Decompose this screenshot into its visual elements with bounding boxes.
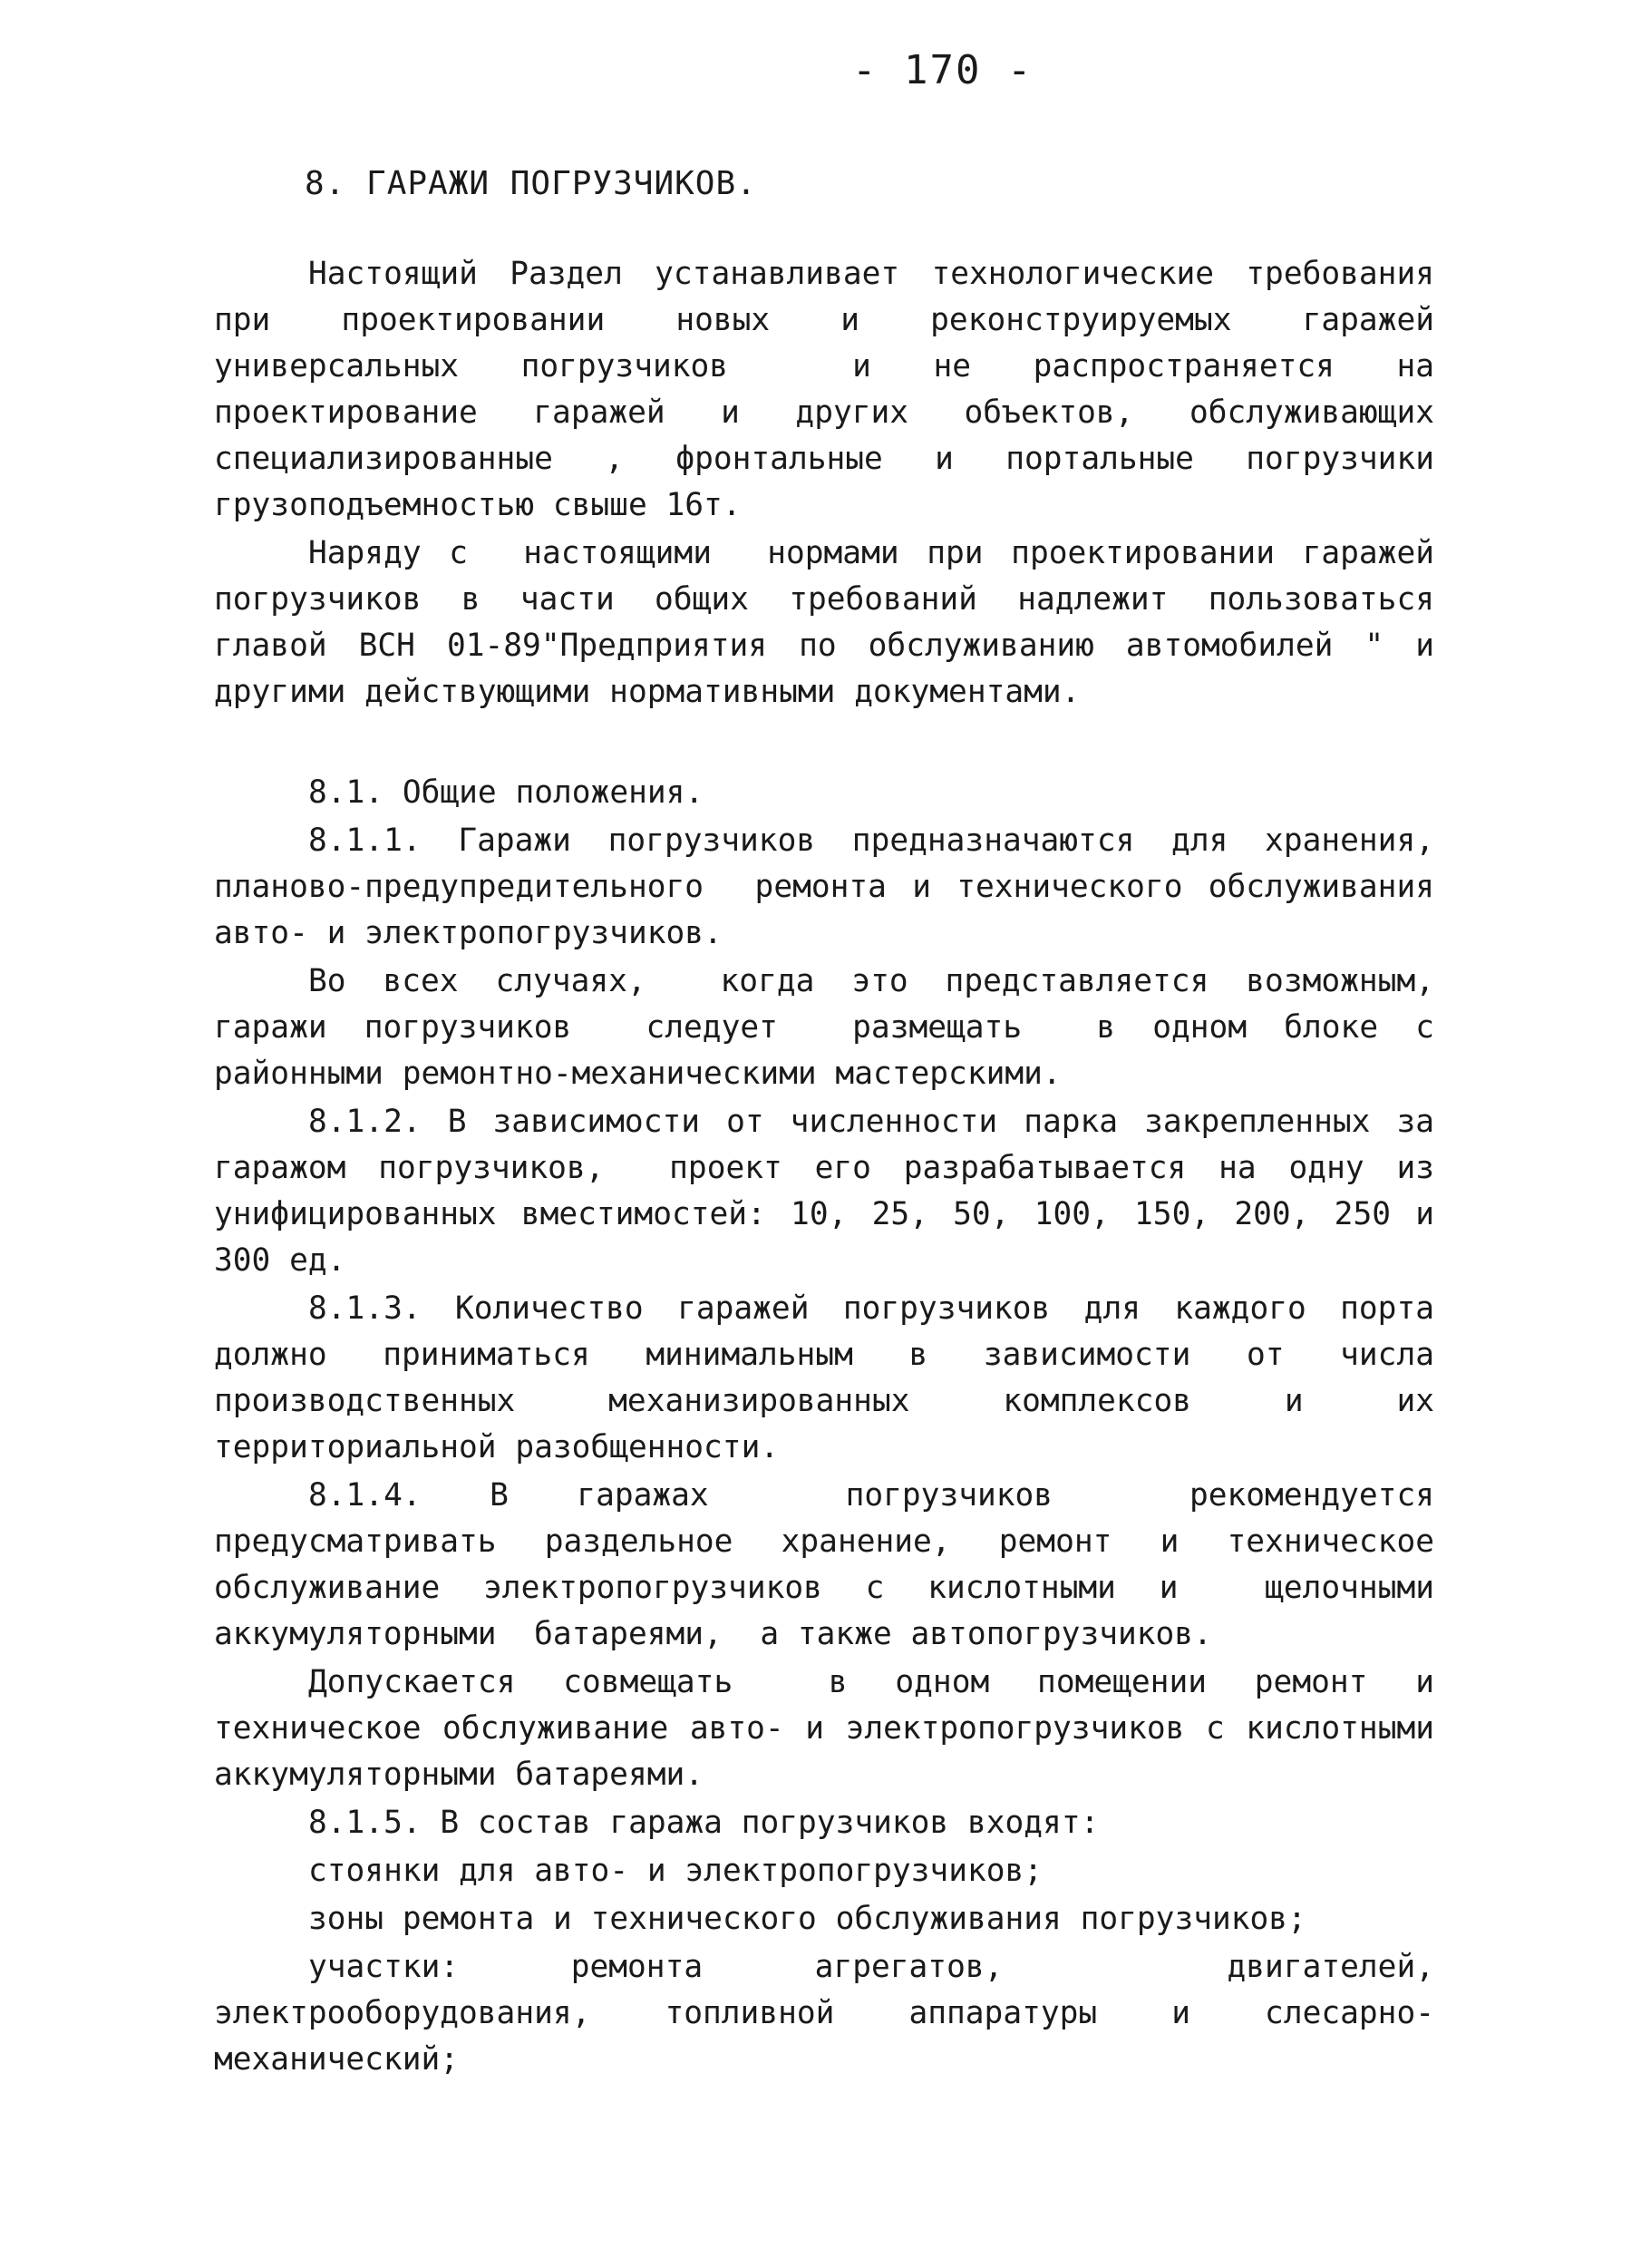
list-item: участки: ремонта агрегатов, двигателей, электрооборудования, топливной аппаратуры и слесарно-механический; — [214, 1949, 1453, 2078]
paragraph: Допускается совмещать в одном помещении ремонт и техническое обслуживание авто- и электропогрузчиков с кислотными аккумуляторными батареями. — [214, 1664, 1472, 1793]
paragraph: Во всех случаях, когда это представляется возможным, гаражи погрузчиков следует размещать в одном блоке с районными ремонтно-механическими мастерскими. — [214, 963, 1472, 1092]
list-item: зоны ремонта и технического обслуживания погрузчиков; — [308, 1901, 1306, 1937]
paragraph: Наряду с настоящими нормами при проектировании гаражей погрузчиков в части общих требований надлежит пользоваться главой ВСН 01-89"Предприятия по обслуживанию автомобилей " и другими действующими нормативными документами. — [214, 535, 1453, 710]
page-number: - 170 - — [852, 47, 1034, 93]
paragraph: Настоящий Раздел устанавливает технологические требования при проектировании новых и реконструируемых гаражей универсальных погрузчиков и не распространяется на проектирование гаражей и других объектов, обслуживающих специализированные , фронтальные и портальные погрузчики грузоподъемностью свыше 16т. — [214, 256, 1453, 523]
list-item: стоянки для авто- и электропогрузчиков; — [308, 1853, 1044, 1889]
intro-text — [214, 251, 1453, 717]
paragraph: 8.1.4. В гаражах погрузчиков рекомендуется предусматривать раздельное хранение, ремонт и техническое обслуживание электропогрузчиков с кислотными и щелочными аккумуляторными батареями, а также автопогрузчиков. — [214, 1477, 1472, 1652]
section-title: 8. ГАРАЖИ ПОГРУЗЧИКОВ. — [305, 165, 757, 202]
general-provisions-text — [214, 770, 1472, 2085]
paragraph: 8.1.2. В зависимости от численности парка закрепленных за гаражом погрузчиков, проект его разрабатывается на одну из унифицированных вместимостей: 10, 25, 50, 100, 150, 200, 250 и 300 ед. — [214, 1104, 1453, 1279]
paragraph: 8.1.3. Количество гаражей погрузчиков для каждого порта должно приниматься минимальным в зависимости от числа производственных механизированных комплексов и их территориальной разобщенности. — [214, 1290, 1453, 1465]
subsection-title: 8.1. Общие положения. — [308, 774, 704, 811]
paragraph: 8.1.1. Гаражи погрузчиков предназначаются для хранения, планово-предупредительного ремонта и технического обслуживания авто- и электропогрузчиков. — [214, 823, 1472, 951]
paragraph: 8.1.5. В состав гаража погрузчиков входят: — [308, 1805, 1100, 1841]
